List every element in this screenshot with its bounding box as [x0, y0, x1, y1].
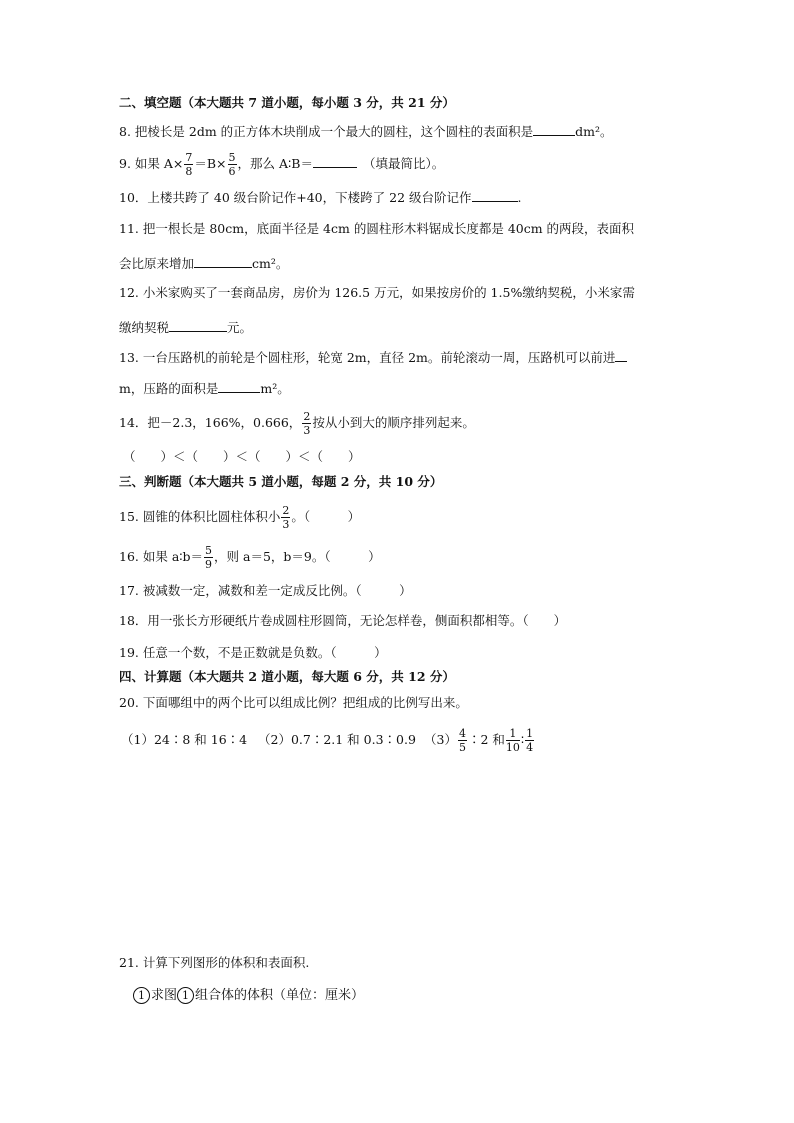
q13-line2-text: m，压路的面积是 [119, 381, 219, 396]
question-16 [119, 545, 381, 570]
question-12-line-1: 12. 小米家购买了一套商品房，房价为 126.5 万元，如果按房价的 1.5%缴纳契税，小米家需 [119, 285, 635, 300]
q20-p3-colon: ∶ [520, 732, 525, 747]
q10-blank[interactable] [472, 189, 518, 202]
question-13-line-2 [119, 380, 290, 396]
q20-p3-f3-num: 1 [526, 727, 534, 740]
question-12-line-2 [119, 319, 252, 335]
question-20: 20. 下面哪组中的两个比可以组成比例？把组成的比例写出来。 [119, 695, 468, 710]
q9-fraction-2 [228, 152, 237, 177]
q13-unit: m²。 [260, 381, 290, 396]
question-11-line-2 [119, 255, 288, 271]
section-2-heading: 二、填空题（本大题共 7 道小题，每小题 3 分，共 21 分） [119, 95, 455, 110]
circled-number-1-icon: 1 [177, 987, 194, 1004]
q20-p3-fraction-3 [525, 728, 534, 753]
q20-p3-f1-num: 4 [458, 727, 466, 740]
q20-p3-f3-den: 4 [526, 741, 534, 754]
q8-blank[interactable] [533, 123, 575, 136]
q9-part-d: （填最简比）。 [363, 156, 445, 171]
q10-end: . [517, 190, 522, 205]
q14-fraction [302, 411, 311, 436]
q9-f2-den: 6 [228, 165, 236, 178]
q14-part-a: 14．把－2.3，166%，0.666， [119, 415, 302, 430]
q20-part-2: （2）0.7∶2.1 和 0.3∶0.9 [258, 732, 416, 747]
question-10 [119, 189, 521, 205]
question-14 [119, 411, 475, 436]
q13-blank-1[interactable] [615, 349, 627, 362]
q9-part-a: 9. 如果 A× [119, 156, 184, 171]
section-3-heading: 三、判断题（本大题共 5 道小题，每题 2 分，共 10 分） [119, 474, 443, 489]
q9-f1-den: 8 [185, 165, 193, 178]
q20-p3-fraction-1 [458, 728, 467, 753]
q9-blank[interactable] [313, 155, 357, 168]
q16-f-den: 9 [205, 558, 213, 571]
question-11-line-1: 11. 把一根长是 80cm，底面半径是 4cm 的圆柱形木料锯成长度都是 40cm 的两段，表面积 [119, 221, 635, 236]
q15-f-num: 2 [282, 504, 290, 517]
q20-part-1: （1）24∶8 和 16∶4 [121, 732, 248, 747]
question-13-line-1 [119, 349, 627, 365]
q9-fraction-1 [184, 152, 193, 177]
q8-text: 8. 把棱长是 2dm 的正方体木块削成一个最大的圆柱，这个圆柱的表面积是 [119, 124, 534, 139]
q12-unit: 元。 [227, 320, 253, 335]
q14-part-b: 按从小到大的顺序排列起来。 [312, 415, 475, 430]
question-8 [119, 123, 613, 139]
q11-unit: cm²。 [252, 256, 289, 271]
q21-subquestion-1 [133, 987, 364, 1004]
question-17: 17. 被减数一定，减数和差一定成反比例。（ ） [119, 583, 412, 598]
q21-sub-text-a: 求图 [151, 988, 178, 1003]
q20-part-3 [424, 728, 535, 753]
q13-blank-2[interactable] [218, 380, 260, 393]
q20-p3-f2-num: 1 [506, 728, 520, 741]
q9-part-b: ＝B× [194, 156, 227, 171]
question-15 [119, 505, 360, 530]
q12-blank[interactable] [169, 319, 227, 332]
section-4-heading: 四、计算题（本大题共 2 道小题，每大题 6 分，共 12 分） [119, 669, 455, 684]
q20-p3-f2-den: 10 [505, 741, 520, 754]
q20-p3-label: （3） [424, 732, 457, 747]
q8-unit: dm²。 [575, 124, 613, 139]
q15-part-a: 15. 圆锥的体积比圆柱体积小 [119, 509, 281, 524]
q16-f-num: 5 [205, 544, 213, 557]
q11-blank[interactable] [194, 255, 252, 268]
q11-line2-text: 会比原来增加 [119, 256, 195, 271]
q20-p3-fraction-2 [506, 728, 520, 753]
question-18: 18．用一张长方形硬纸片卷成圆柱形圆筒，无论怎样卷，侧面积都相等。（ ） [119, 613, 567, 628]
q14-f-den: 3 [303, 424, 311, 437]
q9-f2-num: 5 [228, 151, 236, 164]
q9-f1-num: 7 [185, 151, 193, 164]
q21-sub-text-b: 组合体的体积（单位：厘米） [195, 988, 365, 1003]
q15-f-den: 3 [282, 518, 290, 531]
q14-answer-row[interactable]: （ ）＜（ ）＜（ ）＜（ ） [123, 449, 361, 464]
question-9 [119, 152, 444, 177]
q9-part-c: ，那么 A∶B＝ [237, 156, 313, 171]
q16-part-b: ，则 a＝5，b＝9。（ ） [214, 549, 381, 564]
q10-text: 10．上楼共跨了 40 级台阶记作+40，下楼跨了 22 级台阶记作 [119, 190, 472, 205]
q15-part-b: 。（ ） [291, 509, 361, 524]
circled-number-1-icon: 1 [133, 987, 150, 1004]
q13-line1-text: 13. 一台压路机的前轮是个圆柱形，轮宽 2m，直径 2m。前轮滚动一周，压路机可以前进 [119, 350, 616, 365]
q12-line2-text: 缴纳契税 [119, 320, 170, 335]
q15-fraction [281, 505, 290, 530]
q16-part-a: 16. 如果 a∶b＝ [119, 549, 204, 564]
q14-f-num: 2 [303, 410, 311, 423]
q16-fraction [204, 545, 213, 570]
question-19: 19. 任意一个数，不是正数就是负数。（ ） [119, 645, 387, 660]
question-21: 21. 计算下列图形的体积和表面积. [119, 955, 310, 970]
q20-p3-f1-den: 5 [458, 741, 466, 754]
q20-p3-mid: ∶2 和 [467, 732, 505, 747]
